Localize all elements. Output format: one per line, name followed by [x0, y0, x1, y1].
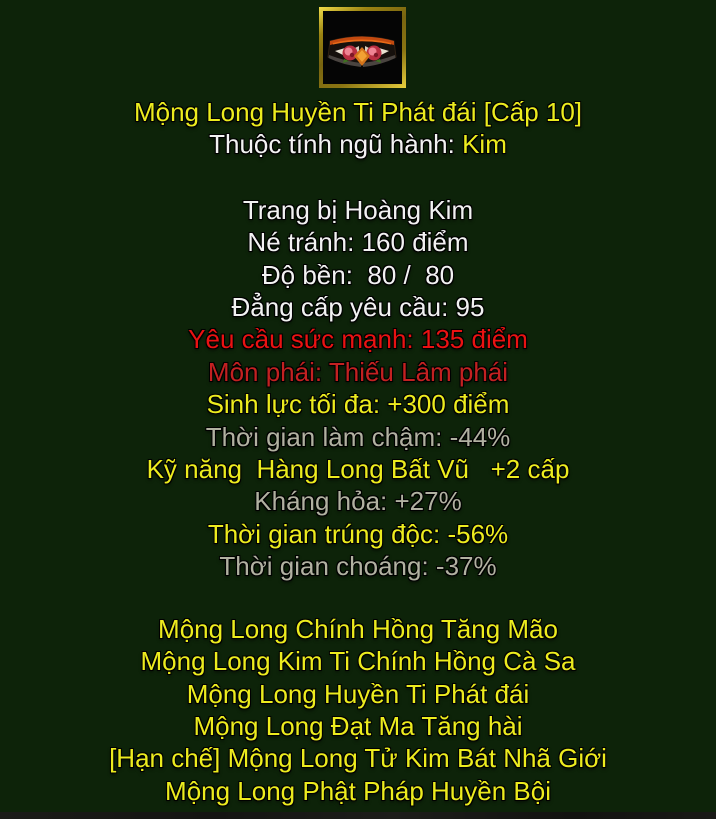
- stats-list: [0, 194, 716, 583]
- set-item-line: Mộng Long Chính Hồng Tăng Mão: [158, 613, 558, 644]
- stat-line: Kỹ năng Hàng Long Bất Vũ +2 cấp: [146, 454, 570, 485]
- set-items-list: [0, 613, 716, 807]
- stat-line: Kháng hỏa: +27%: [254, 486, 462, 517]
- stat-line: Sinh lực tối đa: +300 điểm: [206, 389, 510, 420]
- stat-line: Né tránh: 160 điểm: [247, 227, 469, 258]
- set-item-line: Mộng Long Kim Ti Chính Hồng Cà Sa: [140, 646, 576, 677]
- set-item-line: Mộng Long Huyền Ti Phát đái: [186, 678, 530, 709]
- stat-line: Môn phái: Thiếu Lâm phái: [207, 356, 509, 387]
- spacer: [0, 161, 716, 194]
- set-item-line: Mộng Long Đạt Ma Tăng hài: [193, 710, 523, 741]
- set-item-line: [Hạn chế] Mộng Long Tử Kim Bát Nhã Giới: [109, 743, 607, 774]
- stat-line: Yêu cầu sức mạnh: 135 điểm: [188, 324, 528, 355]
- stat-line: Thời gian choáng: -37%: [219, 551, 497, 582]
- stat-line: Thời gian làm chậm: -44%: [205, 421, 511, 452]
- element-attribute-label: Thuộc tính ngũ hành:: [209, 129, 463, 160]
- stat-line: Thời gian trúng độc: -56%: [207, 518, 509, 549]
- stat-line: Độ bền: 80 / 80: [261, 259, 455, 290]
- spacer: [0, 583, 716, 613]
- item-icon-slot: [0, 0, 716, 96]
- stat-line: Trang bị Hoàng Kim: [242, 194, 474, 225]
- item-icon-background: [323, 11, 402, 84]
- element-attribute-value: Kim: [462, 129, 507, 160]
- element-attribute-line: [0, 128, 716, 160]
- item-icon-frame: [319, 7, 406, 88]
- item-title: Mộng Long Huyền Ti Phát đái [Cấp 10]: [133, 97, 583, 127]
- stat-line: Đẳng cấp yêu cầu: 95: [231, 292, 485, 323]
- bottom-edge-strip: [0, 812, 716, 819]
- set-item-line: Mộng Long Phật Pháp Huyền Bội: [165, 775, 551, 806]
- headband-icon: [323, 13, 401, 83]
